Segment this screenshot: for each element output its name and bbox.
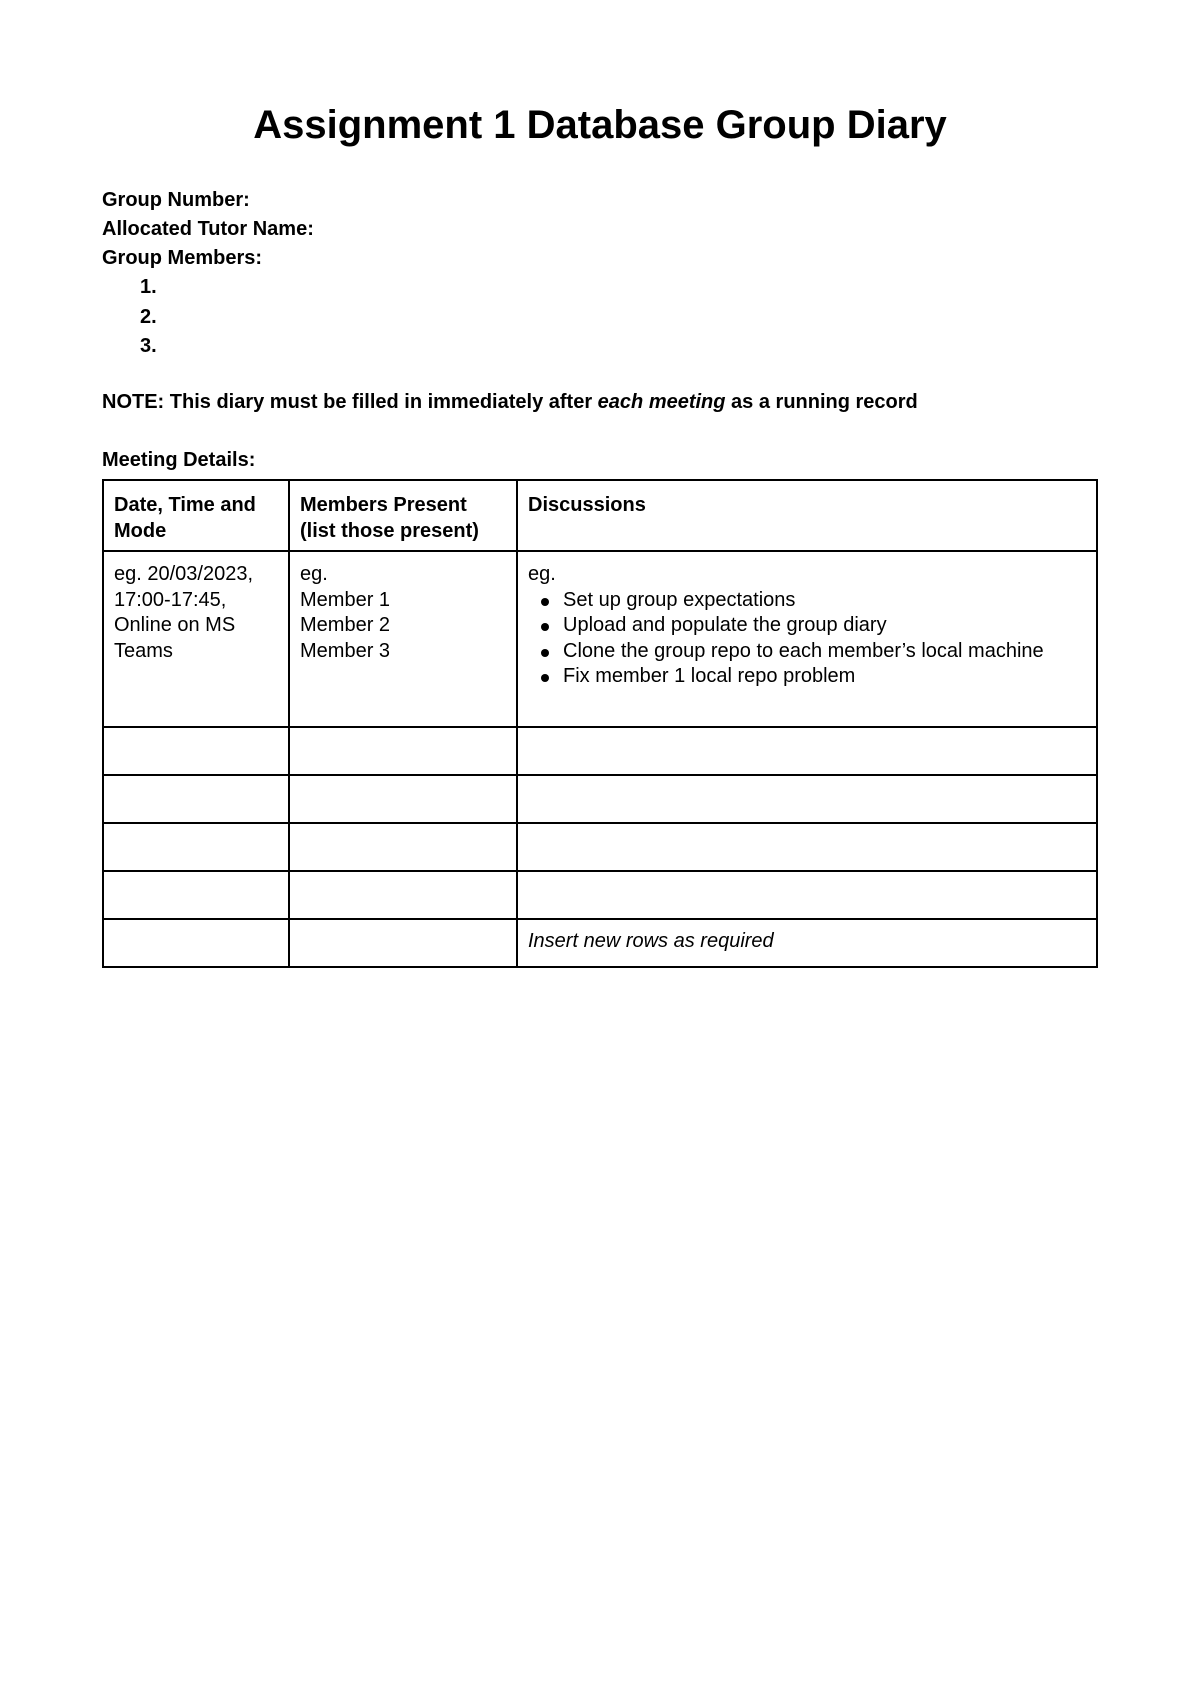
note-suffix: as a running record — [725, 391, 918, 413]
group-members-list — [102, 273, 314, 362]
table-row — [103, 823, 1097, 871]
blank-date-cell[interactable] — [103, 775, 289, 823]
note-prefix: NOTE: This diary must be filled in immediately after — [102, 391, 598, 413]
table-row — [103, 775, 1097, 823]
blank-members-cell[interactable] — [289, 727, 517, 775]
insert-rows-note[interactable]: Insert new rows as required — [517, 919, 1097, 967]
group-info — [102, 186, 314, 362]
example-date-cell[interactable]: eg. 20/03/2023, 17:00-17:45, Online on MS Teams — [103, 551, 289, 727]
group-members-label: Group Members: — [102, 247, 263, 269]
member-slot-2: 2. — [140, 305, 157, 328]
list-item: Fix member 1 local repo problem — [528, 664, 1086, 690]
list-item: Set up group expectations — [528, 588, 1086, 614]
meeting-details-label: Meeting Details: — [102, 449, 256, 471]
header-members-present: Members Present (list those present) — [289, 480, 517, 551]
blank-members-cell[interactable] — [289, 871, 517, 919]
bullet-icon — [541, 674, 549, 682]
blank-members-cell[interactable] — [289, 823, 517, 871]
table-row — [103, 551, 1097, 727]
table-header-row — [103, 480, 1097, 551]
blank-date-cell[interactable] — [103, 727, 289, 775]
blank-discussions-cell[interactable] — [517, 823, 1097, 871]
blank-date-cell[interactable] — [103, 871, 289, 919]
meeting-details-table — [102, 479, 1098, 968]
blank-discussions-cell[interactable] — [517, 871, 1097, 919]
note-emphasis: each meeting — [597, 391, 726, 413]
discussion-bullet-list — [528, 588, 1086, 690]
table-row — [103, 727, 1097, 775]
blank-discussions-cell[interactable] — [517, 727, 1097, 775]
bullet-icon — [541, 649, 549, 657]
blank-members-cell[interactable] — [289, 775, 517, 823]
bullet-icon — [541, 623, 549, 631]
list-item: Clone the group repo to each member’s local machine — [528, 639, 1086, 665]
member-slot-3: 3. — [140, 335, 157, 357]
example-members-cell[interactable]: eg. Member 1 Member 2 Member 3 — [289, 551, 517, 727]
example-discussions-cell[interactable]: eg. Set up group expectations Upload and populate the group diary Clone the group repo to each member’s local machine Fix member 1 local repo problem — [517, 551, 1097, 727]
list-item: Upload and populate the group diary — [528, 613, 1086, 639]
group-number-label: Group Number: — [102, 189, 250, 211]
member-slot-1: 1. — [140, 276, 157, 298]
table-row — [103, 919, 1097, 967]
blank-members-cell[interactable] — [289, 919, 517, 967]
table-row — [103, 871, 1097, 919]
header-date-time-mode: Date, Time and Mode — [103, 480, 289, 551]
header-discussions: Discussions — [517, 480, 1097, 551]
bullet-icon — [541, 598, 549, 606]
page-title: Assignment 1 Database Group Diary — [253, 103, 947, 147]
blank-date-cell[interactable] — [103, 919, 289, 967]
blank-date-cell[interactable] — [103, 823, 289, 871]
blank-discussions-cell[interactable] — [517, 775, 1097, 823]
note-text — [102, 388, 918, 417]
tutor-name-label: Allocated Tutor Name: — [102, 218, 314, 240]
